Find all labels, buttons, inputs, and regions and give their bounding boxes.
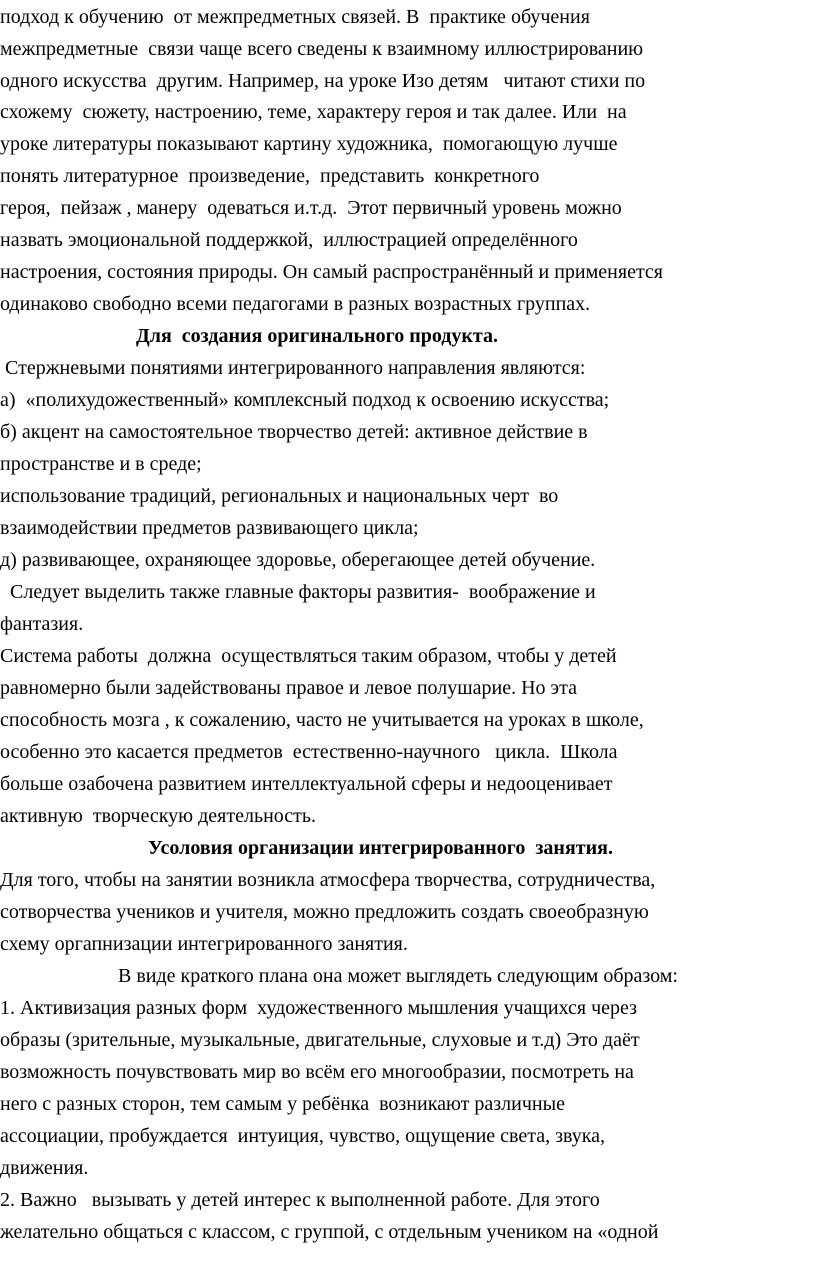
text-line: героя, пейзаж , манеру одеваться и.т.д. Этот первичный уровень можно bbox=[0, 197, 622, 219]
text-line: возможность почувствовать мир во всём его многообразии, посмотреть на bbox=[0, 1061, 634, 1083]
text-line: одного искусства другим. Например, на уроке Изо детям читают стихи по bbox=[0, 70, 646, 92]
list-item: а) «полихудожественный» комплексный подход к освоению искусства; bbox=[0, 389, 610, 411]
text-line: сотворчества учеников и учителя, можно предложить создать своеобразную bbox=[0, 901, 649, 923]
text-line: подход к обучению от межпредметных связей. В практике обучения bbox=[0, 6, 590, 28]
text-line: равномерно были задействованы правое и левое полушарие. Но эта bbox=[0, 677, 577, 699]
text-line: ассоциации, пробуждается интуиция, чувство, ощущение света, звука, bbox=[0, 1125, 606, 1147]
text-line: движения. bbox=[0, 1157, 89, 1179]
text-line: одинаково свободно всеми педагогами в разных возрастных группах. bbox=[0, 293, 591, 315]
section-heading: Для создания оригинального продукта. bbox=[136, 325, 498, 347]
text-line: взаимодействии предметов развивающего цикла; bbox=[0, 517, 419, 539]
text-line: Система работы должна осуществляться таким образом, чтобы у детей bbox=[0, 645, 617, 667]
text-line: схему оргапнизации интегрированного занятия. bbox=[0, 933, 408, 955]
text-line: Для того, чтобы на занятии возникла атмосфера творчества, сотрудничества, bbox=[0, 869, 656, 891]
text-line: уроке литературы показывают картину художника, помогающую лучше bbox=[0, 133, 618, 155]
list-item: использование традиций, региональных и национальных черт во bbox=[0, 485, 559, 507]
text-line: фантазия. bbox=[0, 613, 84, 635]
text-line: схожему сюжету, настроению, теме, характеру героя и так далее. Или на bbox=[0, 101, 627, 123]
text-line: активную творческую деятельность. bbox=[0, 805, 317, 827]
text-line: пространстве и в среде; bbox=[0, 453, 202, 475]
text-line: Стержневыми понятиями интегрированного направления являются: bbox=[0, 357, 586, 379]
text-line: способность мозга , к сожалению, часто не учитывается на уроках в школе, bbox=[0, 709, 644, 731]
list-item: б) акцент на самостоятельное творчество детей: активное действие в bbox=[0, 421, 588, 443]
list-item: 1. Активизация разных форм художественного мышления учащихся через bbox=[0, 997, 638, 1019]
text-line: него с разных сторон, тем самым у ребёнка возникают различные bbox=[0, 1093, 565, 1115]
text-line: желательно общаться с классом, с группой, с отдельным учеником на «одной bbox=[0, 1221, 659, 1243]
list-item: д) развивающее, охраняющее здоровье, оберегающее детей обучение. bbox=[0, 549, 596, 571]
text-line: настроения, состояния природы. Он самый распространённый и применяется bbox=[0, 261, 664, 283]
text-line: межпредметные связи чаще всего сведены к взаимному иллюстрированию bbox=[0, 38, 644, 60]
text-line: В виде краткого плана она может выглядеть следующим образом: bbox=[118, 965, 678, 987]
text-line: Следует выделить также главные факторы развития- воображение и bbox=[0, 581, 596, 603]
text-line: назвать эмоциональной поддержкой, иллюстрацией определённого bbox=[0, 229, 578, 251]
section-heading: Усоловия организации интегрированного занятия. bbox=[148, 837, 613, 859]
text-line: образы (зрительные, музыкальные, двигательные, слуховые и т.д) Это даёт bbox=[0, 1029, 640, 1051]
text-line: понять литературное произведение, представить конкретного bbox=[0, 165, 540, 187]
text-line: больше озабочена развитием интеллектуальной сферы и недооценивает bbox=[0, 773, 613, 795]
list-item: 2. Важно вызывать у детей интерес к выполненной работе. Для этого bbox=[0, 1189, 600, 1211]
text-line: особенно это касается предметов естественно-научного цикла. Школа bbox=[0, 741, 618, 763]
